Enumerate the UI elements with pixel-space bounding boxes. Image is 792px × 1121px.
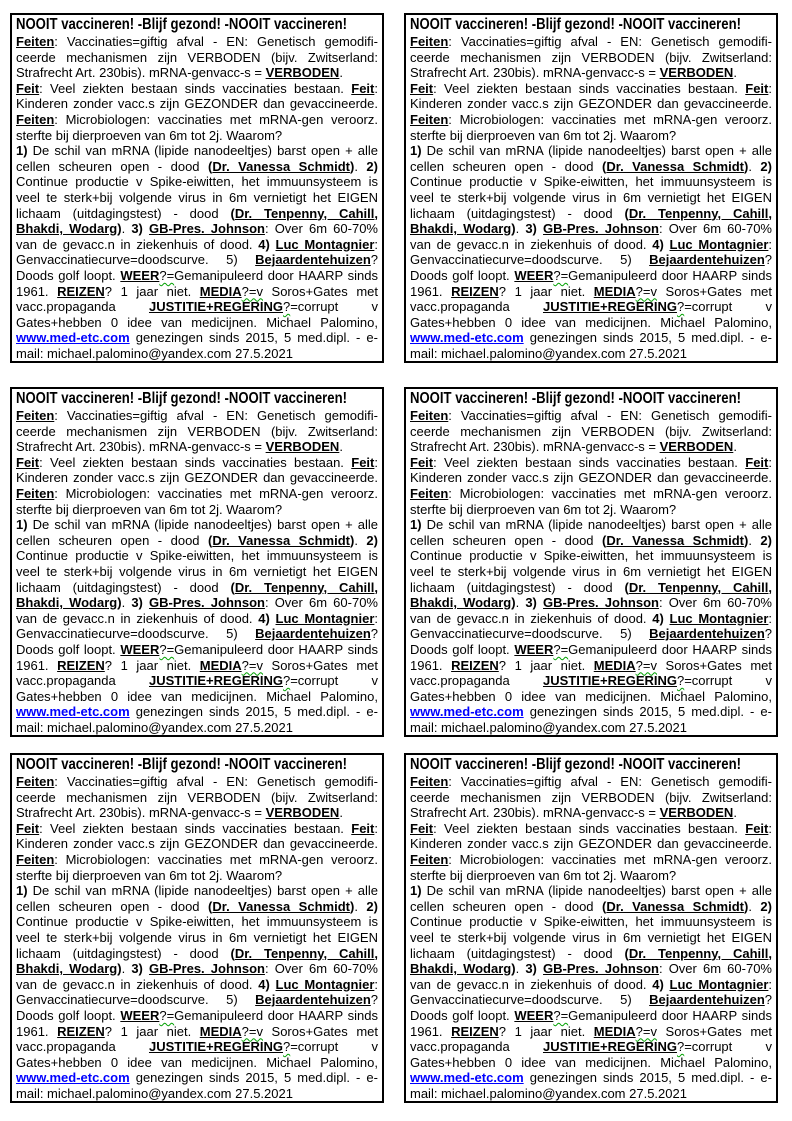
flyer-title-text: NOOIT vaccineren! -Blijf gezond! -NOOIT vaccineren! (410, 756, 741, 773)
flyer-paragraph-numbered-points: 1) De schil van mRNA (lipide nanodeeltjes) barst open + alle cellen scheuren open - dood (Dr. Vanessa Schmidt). 2) Continue productie v Spike-eiwitten, het immuunsysteem is veel te sterk+bij volgende virus in 6m vernietigt het EIGEN lichaam (uitdagingstest) - dood (Dr. Tenpenny, Cahill, Bhakdi, Wodarg). 3) GB-Pres. Johnson: Over 6m 60-70% van de gevacc.n in ziekenhuis of dood. 4) Luc Montagnier: Genvaccinatiecurve=doodscurve. 5) Bejaardentehuizen? Doods golf loopt. WEER?=Gemanipuleerd door HAARP sinds 1961. REIZEN? 1 jaar niet. MEDIA?=v Soros+Gates met vacc.propaganda JUSTITIE+REGERING?=corrupt v Gates+hebben 0 idee van medicijnen. Michael Palomino, www.med-etc.com genezingen sinds 2015, 5 med.dipl. - e-mail: michael.palomino@yandex.com 27.5.2021 (16, 143, 379, 361)
flyer-title (16, 756, 378, 774)
flyer-title-text: NOOIT vaccineren! -Blijf gezond! -NOOIT vaccineren! (410, 390, 741, 407)
med-etc-link[interactable]: www.med-etc.com (410, 1070, 524, 1086)
flyer-paragraph-facts-forbidden: Feiten: Vaccinaties=giftig afval - EN: Genetisch gemodificeerde mechanismen zijn VERBODEN (bijv. Zwitserland: Strafrecht Art. 230bis). mRNA-genvacc-s = VERBODEN. (410, 774, 772, 821)
flyer-title (410, 390, 772, 408)
flyer-card (10, 387, 384, 737)
flyer-paragraph-facts-forbidden: Feiten: Vaccinaties=giftig afval - EN: Genetisch gemodificeerde mechanismen zijn VERBODEN (bijv. Zwitserland: Strafrecht Art. 230bis). mRNA-genvacc-s = VERBODEN. (410, 408, 772, 455)
flyer-title-text: NOOIT vaccineren! -Blijf gezond! -NOOIT vaccineren! (16, 390, 347, 407)
flyer-card (10, 753, 384, 1103)
med-etc-link[interactable]: www.med-etc.com (16, 1070, 130, 1086)
flyer-paragraph-numbered-points: 1) De schil van mRNA (lipide nanodeeltjes) barst open + alle cellen scheuren open - dood (Dr. Vanessa Schmidt). 2) Continue productie v Spike-eiwitten, het immuunsysteem is veel te sterk+bij volgende virus in 6m vernietigt het EIGEN lichaam (uitdagingstest) - dood (Dr. Tenpenny, Cahill, Bhakdi, Wodarg). 3) GB-Pres. Johnson: Over 6m 60-70% van de gevacc.n in ziekenhuis of dood. 4) Luc Montagnier: Genvaccinatiecurve=doodscurve. 5) Bejaardentehuizen? Doods golf loopt. WEER?=Gemanipuleerd door HAARP sinds 1961. REIZEN? 1 jaar niet. MEDIA?=v Soros+Gates met vacc.propaganda JUSTITIE+REGERING?=corrupt v Gates+hebben 0 idee van medicijnen. Michael Palomino, www.med-etc.com genezingen sinds 2015, 5 med.dipl. - e-mail: michael.palomino@yandex.com 27.5.2021 (16, 883, 379, 1101)
flyer-title-text: NOOIT vaccineren! -Blijf gezond! -NOOIT vaccineren! (16, 756, 347, 773)
med-etc-link[interactable]: www.med-etc.com (16, 330, 130, 346)
flyer-paragraph-numbered-points: 1) De schil van mRNA (lipide nanodeeltjes) barst open + alle cellen scheuren open - dood (Dr. Vanessa Schmidt). 2) Continue productie v Spike-eiwitten, het immuunsysteem is veel te sterk+bij volgende virus in 6m vernietigt het EIGEN lichaam (uitdagingstest) - dood (Dr. Tenpenny, Cahill, Bhakdi, Wodarg). 3) GB-Pres. Johnson: Over 6m 60-70% van de gevacc.n in ziekenhuis of dood. 4) Luc Montagnier: Genvaccinatiecurve=doodscurve. 5) Bejaardentehuizen? Doods golf loopt. WEER?=Gemanipuleerd door HAARP sinds 1961. REIZEN? 1 jaar niet. MEDIA?=v Soros+Gates met vacc.propaganda JUSTITIE+REGERING?=corrupt v Gates+hebben 0 idee van medicijnen. Michael Palomino, www.med-etc.com genezingen sinds 2015, 5 med.dipl. - e-mail: michael.palomino@yandex.com 27.5.2021 (410, 143, 773, 361)
flyer-card (404, 387, 778, 737)
flyer-paragraph-facts-health: Feit: Veel ziekten bestaan sinds vaccinaties bestaan. Feit: Kinderen zonder vacc.s zijn GEZONDER dan gevaccineerde. Feiten: Microbiologen: vaccinaties met mRNA-gen veroorz. sterfte bij dierproeven van 6m tot 2j. Waarom? (410, 80, 772, 143)
flyer-paragraph-facts-forbidden: Feiten: Vaccinaties=giftig afval - EN: Genetisch gemodificeerde mechanismen zijn VERBODEN (bijv. Zwitserland: Strafrecht Art. 230bis). mRNA-genvacc-s = VERBODEN. (410, 34, 772, 81)
med-etc-link[interactable]: www.med-etc.com (410, 704, 524, 720)
flyer-paragraph-facts-health: Feit: Veel ziekten bestaan sinds vaccinaties bestaan. Feit: Kinderen zonder vacc.s zijn GEZONDER dan gevaccineerde. Feiten: Microbiologen: vaccinaties met mRNA-gen veroorz. sterfte bij dierproeven van 6m tot 2j. Waarom? (16, 454, 378, 517)
flyer-title-text: NOOIT vaccineren! -Blijf gezond! -NOOIT vaccineren! (410, 16, 741, 33)
flyer-card (404, 753, 778, 1103)
flyer-paragraph-facts-health: Feit: Veel ziekten bestaan sinds vaccinaties bestaan. Feit: Kinderen zonder vacc.s zijn GEZONDER dan gevaccineerde. Feiten: Microbiologen: vaccinaties met mRNA-gen veroorz. sterfte bij dierproeven van 6m tot 2j. Waarom? (410, 820, 772, 883)
flyer-body (16, 34, 378, 361)
flyer-body (410, 408, 772, 735)
flyer-body (410, 34, 772, 361)
flyer-paragraph-numbered-points: 1) De schil van mRNA (lipide nanodeeltjes) barst open + alle cellen scheuren open - dood (Dr. Vanessa Schmidt). 2) Continue productie v Spike-eiwitten, het immuunsysteem is veel te sterk+bij volgende virus in 6m vernietigt het EIGEN lichaam (uitdagingstest) - dood (Dr. Tenpenny, Cahill, Bhakdi, Wodarg). 3) GB-Pres. Johnson: Over 6m 60-70% van de gevacc.n in ziekenhuis of dood. 4) Luc Montagnier: Genvaccinatiecurve=doodscurve. 5) Bejaardentehuizen? Doods golf loopt. WEER?=Gemanipuleerd door HAARP sinds 1961. REIZEN? 1 jaar niet. MEDIA?=v Soros+Gates met vacc.propaganda JUSTITIE+REGERING?=corrupt v Gates+hebben 0 idee van medicijnen. Michael Palomino, www.med-etc.com genezingen sinds 2015, 5 med.dipl. - e-mail: michael.palomino@yandex.com 27.5.2021 (16, 517, 379, 735)
flyer-paragraph-facts-health: Feit: Veel ziekten bestaan sinds vaccinaties bestaan. Feit: Kinderen zonder vacc.s zijn GEZONDER dan gevaccineerde. Feiten: Microbiologen: vaccinaties met mRNA-gen veroorz. sterfte bij dierproeven van 6m tot 2j. Waarom? (16, 80, 378, 143)
flyer-title (410, 756, 772, 774)
flyer-paragraph-numbered-points: 1) De schil van mRNA (lipide nanodeeltjes) barst open + alle cellen scheuren open - dood (Dr. Vanessa Schmidt). 2) Continue productie v Spike-eiwitten, het immuunsysteem is veel te sterk+bij volgende virus in 6m vernietigt het EIGEN lichaam (uitdagingstest) - dood (Dr. Tenpenny, Cahill, Bhakdi, Wodarg). 3) GB-Pres. Johnson: Over 6m 60-70% van de gevacc.n in ziekenhuis of dood. 4) Luc Montagnier: Genvaccinatiecurve=doodscurve. 5) Bejaardentehuizen? Doods golf loopt. WEER?=Gemanipuleerd door HAARP sinds 1961. REIZEN? 1 jaar niet. MEDIA?=v Soros+Gates met vacc.propaganda JUSTITIE+REGERING?=corrupt v Gates+hebben 0 idee van medicijnen. Michael Palomino, www.med-etc.com genezingen sinds 2015, 5 med.dipl. - e-mail: michael.palomino@yandex.com 27.5.2021 (410, 883, 773, 1101)
flyer-title (16, 390, 378, 408)
flyer-paragraph-facts-health: Feit: Veel ziekten bestaan sinds vaccinaties bestaan. Feit: Kinderen zonder vacc.s zijn GEZONDER dan gevaccineerde. Feiten: Microbiologen: vaccinaties met mRNA-gen veroorz. sterfte bij dierproeven van 6m tot 2j. Waarom? (410, 454, 772, 517)
flyer-paragraph-facts-forbidden: Feiten: Vaccinaties=giftig afval - EN: Genetisch gemodificeerde mechanismen zijn VERBODEN (bijv. Zwitserland: Strafrecht Art. 230bis). mRNA-genvacc-s = VERBODEN. (16, 408, 378, 455)
flyer-body (16, 774, 378, 1101)
med-etc-link[interactable]: www.med-etc.com (410, 330, 524, 346)
flyer-paragraph-facts-forbidden: Feiten: Vaccinaties=giftig afval - EN: Genetisch gemodificeerde mechanismen zijn VERBODEN (bijv. Zwitserland: Strafrecht Art. 230bis). mRNA-genvacc-s = VERBODEN. (16, 34, 378, 81)
flyer-paragraph-numbered-points: 1) De schil van mRNA (lipide nanodeeltjes) barst open + alle cellen scheuren open - dood (Dr. Vanessa Schmidt). 2) Continue productie v Spike-eiwitten, het immuunsysteem is veel te sterk+bij volgende virus in 6m vernietigt het EIGEN lichaam (uitdagingstest) - dood (Dr. Tenpenny, Cahill, Bhakdi, Wodarg). 3) GB-Pres. Johnson: Over 6m 60-70% van de gevacc.n in ziekenhuis of dood. 4) Luc Montagnier: Genvaccinatiecurve=doodscurve. 5) Bejaardentehuizen? Doods golf loopt. WEER?=Gemanipuleerd door HAARP sinds 1961. REIZEN? 1 jaar niet. MEDIA?=v Soros+Gates met vacc.propaganda JUSTITIE+REGERING?=corrupt v Gates+hebben 0 idee van medicijnen. Michael Palomino, www.med-etc.com genezingen sinds 2015, 5 med.dipl. - e-mail: michael.palomino@yandex.com 27.5.2021 (410, 517, 773, 735)
flyer-title (16, 16, 378, 34)
flyer-title-text: NOOIT vaccineren! -Blijf gezond! -NOOIT vaccineren! (16, 16, 347, 33)
flyer-body (410, 774, 772, 1101)
flyer-card (10, 13, 384, 363)
flyer-paragraph-facts-forbidden: Feiten: Vaccinaties=giftig afval - EN: Genetisch gemodificeerde mechanismen zijn VERBODEN (bijv. Zwitserland: Strafrecht Art. 230bis). mRNA-genvacc-s = VERBODEN. (16, 774, 378, 821)
med-etc-link[interactable]: www.med-etc.com (16, 704, 130, 720)
flyer-body (16, 408, 378, 735)
flyer-card (404, 13, 778, 363)
flyer-title (410, 16, 772, 34)
flyer-paragraph-facts-health: Feit: Veel ziekten bestaan sinds vaccinaties bestaan. Feit: Kinderen zonder vacc.s zijn GEZONDER dan gevaccineerde. Feiten: Microbiologen: vaccinaties met mRNA-gen veroorz. sterfte bij dierproeven van 6m tot 2j. Waarom? (16, 820, 378, 883)
